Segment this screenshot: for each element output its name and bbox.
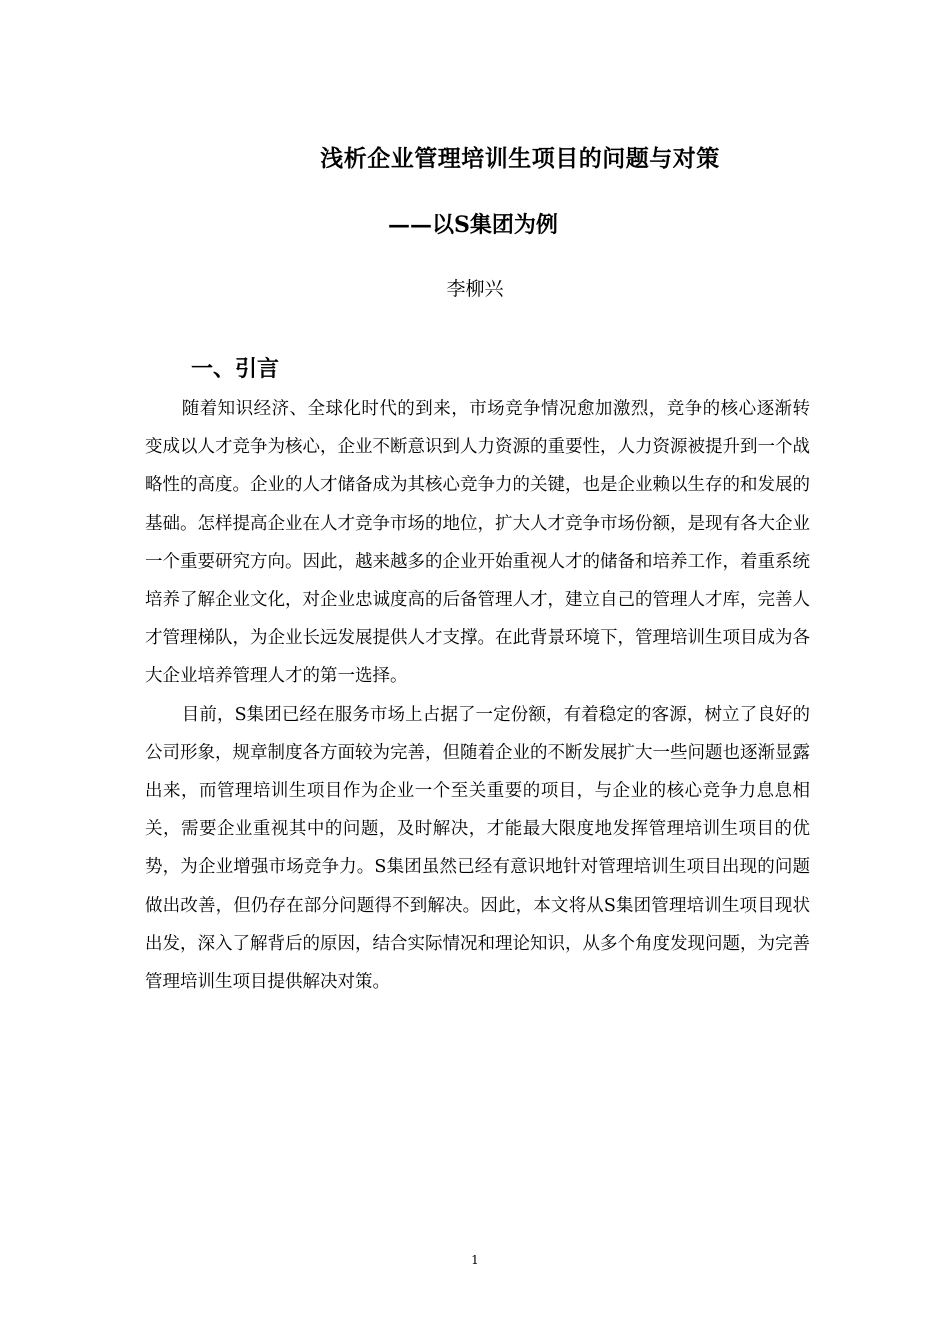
document-subtitle: ——以S集团为例 <box>388 212 558 238</box>
body-text <box>145 390 810 1001</box>
paragraph: 目前，S集团已经在服务市场上占据了一定份额，有着稳定的客源，树立了良好的公司形象，规章制度各方面较为完善，但随着企业的不断发展扩大一些问题也逐渐显露出来，而管理培训生项目作为企业一个至关重要的项目，与企业的核心竞争力息息相关，需要企业重视其中的问题，及时解决，才能最大限度地发挥管理培训生项目的优势，为企业增强市场竞争力。S集团虽然已经有意识地针对管理培训生项目出现的问题做出改善，但仍存在部分问题得不到解决。因此，本文将从S集团管理培训生项目现状出发，深入了解背后的原因，结合实际情况和理论知识，从多个角度发现问题，为完善管理培训生项目提供解决对策。 <box>145 704 810 993</box>
section-heading: 一、引言 <box>191 356 280 382</box>
author-name: 李柳兴 <box>446 278 504 300</box>
document-title: 浅析企业管理培训生项目的问题与对策 <box>320 145 720 172</box>
page-number: 1 <box>471 1253 479 1267</box>
paragraph: 随着知识经济、全球化时代的到来，市场竞争情况愈加激烈，竞争的核心逐渐转变成以人才竞争为核心，企业不断意识到人力资源的重要性，人力资源被提升到一个战略性的高度。企业的人才储备成为其核心竞争力的关键，也是企业赖以生存的和发展的基础。怎样提高企业在人才竞争市场的地位，扩大人才竞争市场份额，是现有各大企业一个重要研究方向。因此，越来越多的企业开始重视人才的储备和培养工作，着重系统培养了解企业文化，对企业忠诚度高的后备管理人才，建立自己的管理人才库，完善人才管理梯队，为企业长远发展提供人才支撑。在此背景环境下，管理培训生项目成为各大企业培养管理人才的第一选择。 <box>145 399 810 687</box>
